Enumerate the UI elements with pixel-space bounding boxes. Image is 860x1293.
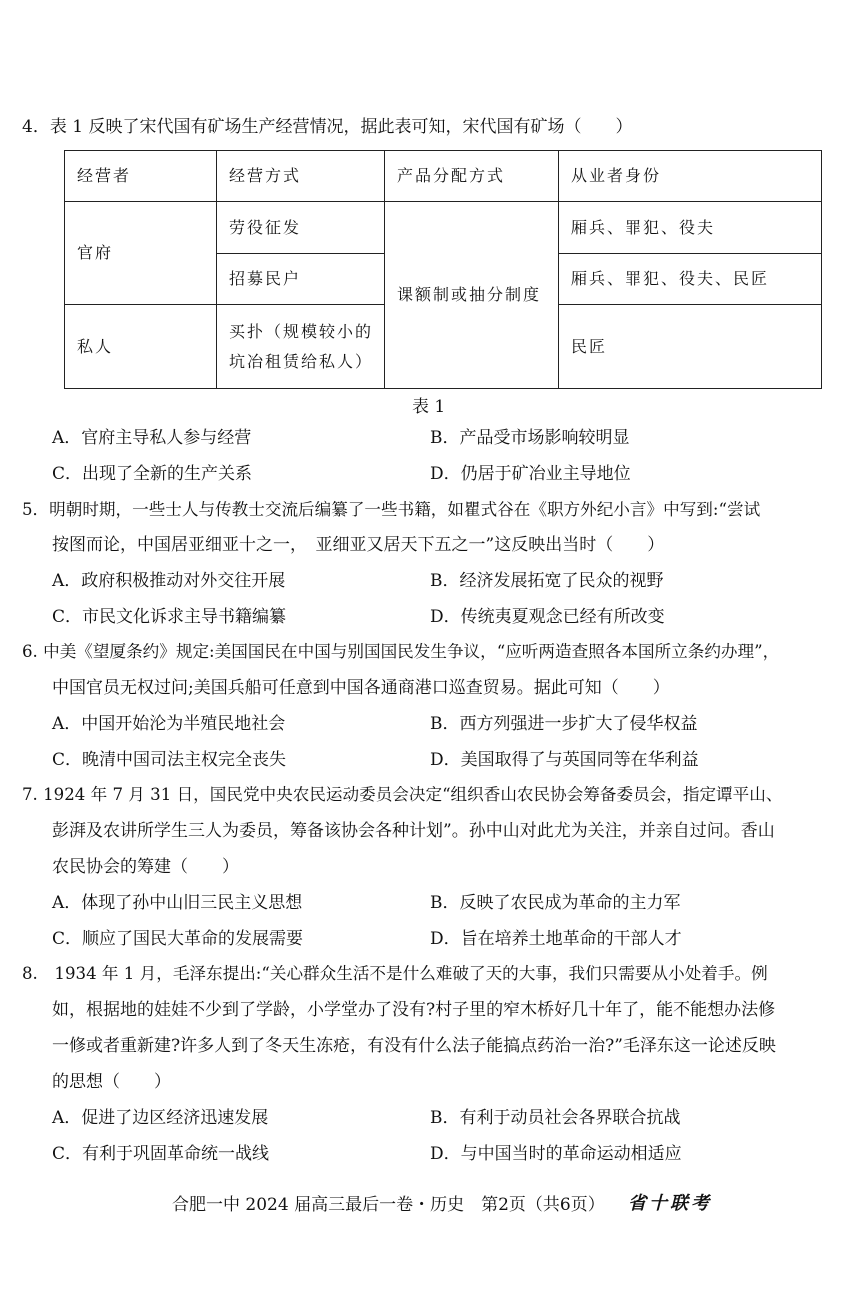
cell-gov-workers-2: 厢兵、罪犯、役夫、民匠: [559, 254, 822, 305]
q5-line1: 5．明朝时期，一些士人与传教士交流后编纂了一些书籍，如瞿式谷在《职方外纪小言》中写到:“尝试: [22, 500, 761, 519]
q7-line2: 彭湃及农讲所学生三人为委员，筹备该协会各种计划”。孙中山对此尤为关注，并亲自过问。香山: [52, 821, 775, 841]
cell-gov-workers-1: 厢兵、罪犯、役夫: [559, 202, 822, 254]
q8-line4: 的思想（ ）: [52, 1072, 171, 1092]
q6-option-c: C．晚清中国司法主权完全丧失: [52, 750, 287, 770]
table-caption: 表 1: [412, 397, 446, 417]
header-operator: 经营者: [65, 151, 217, 202]
q6-line2: 中国官员无权过问;美国兵船可任意到中国各通商港口巡查贸易。据此可知（ ）: [52, 678, 670, 698]
q8-option-a: A．促进了边区经济迅速发展: [52, 1108, 269, 1128]
table-row: [65, 202, 822, 254]
q8-line3: 一修或者重新建?许多人到了冬天生冻疮，有没有什么法子能搞点药治一治?”毛泽东这一论述反映: [52, 1036, 776, 1056]
cell-private-method: [217, 305, 385, 389]
q4-option-d: D．仍居于矿冶业主导地位: [430, 464, 631, 484]
cell-private-method-line1: 买扑（规模较小的: [229, 321, 374, 341]
cell-gov: 官府: [65, 202, 217, 305]
q5-option-b: B．经济发展拓宽了民众的视野: [430, 571, 664, 591]
cell-gov-method-2: 招募民户: [217, 254, 385, 305]
q4-stem: 4．表 1 反映了宋代国有矿场生产经营情况，据此表可知，宋代国有矿场（ ）: [22, 117, 633, 137]
q5-option-a: A．政府积极推动对外交往开展: [52, 571, 286, 591]
q8-line2: 如，根据地的娃娃不少到了学龄，小学堂办了没有?村子里的窄木桥好几十年了，能不能想办法修: [52, 1000, 776, 1020]
q5-option-d: D．传统夷夏观念已经有所改变: [430, 607, 665, 627]
q7-line3: 农民协会的筹建（ ）: [52, 857, 239, 877]
q8-option-b: B．有利于动员社会各界联合抗战: [430, 1108, 681, 1128]
q8-option-d: D．与中国当时的革命运动相适应: [430, 1144, 682, 1164]
cell-gov-method-1: 劳役征发: [217, 202, 385, 254]
header-method: 经营方式: [217, 151, 385, 202]
cell-distribution: 课额制或抽分制度: [385, 202, 559, 389]
header-distribution: 产品分配方式: [385, 151, 559, 202]
q7-line1: 7. 1924 年 7 月 31 日，国民党中央农民运动委员会决定“组织香山农民协会筹备委员会，指定谭平山、: [22, 785, 783, 804]
brand-mark: 省十联考: [628, 1193, 712, 1214]
ore-table: [64, 150, 822, 389]
q7-option-b: B．反映了农民成为革命的主力军: [430, 893, 681, 913]
cell-private: 私人: [65, 305, 217, 389]
q7-option-d: D．旨在培养土地革命的干部人才: [430, 929, 682, 949]
q4-option-a: A．官府主导私人参与经营: [52, 428, 252, 448]
q5-option-c: C．市民文化诉求主导书籍编纂: [52, 607, 287, 627]
q4-option-b: B．产品受市场影响较明显: [430, 428, 630, 448]
cell-private-method-line2: 坑冶租赁给私人）: [229, 351, 374, 371]
q8-option-c: C．有利于巩固革命统一战线: [52, 1144, 270, 1164]
q7-option-a: A．体现了孙中山旧三民主义思想: [52, 893, 303, 913]
q6-option-b: B．西方列强进一步扩大了侵华权益: [430, 714, 698, 734]
q6-option-a: A．中国开始沦为半殖民地社会: [52, 714, 286, 734]
q4-option-c: C．出现了全新的生产关系: [52, 464, 253, 484]
cell-private-workers: 民匠: [559, 305, 822, 389]
q5-line2: 按图而论，中国居亚细亚十之一， 亚细亚又居天下五之一”这反映出当时（ ）: [52, 535, 665, 555]
header-workers: 从业者身份: [559, 151, 822, 202]
q7-option-c: C．顺应了国民大革命的发展需要: [52, 929, 304, 949]
q6-option-d: D．美国取得了与英国同等在华利益: [430, 750, 699, 770]
table-header-row: [65, 151, 822, 202]
page-footer: 合肥一中 2024 届高三最后一卷・历史 第2页（共6页）: [172, 1195, 605, 1215]
q6-line1: 6. 中美《望厦条约》规定:美国国民在中国与别国国民发生争议，“应听两造查照各本国所立条约办理”，: [22, 642, 780, 661]
q8-line1: 8. 1934 年 1 月，毛泽东提出:“关心群众生活不是什么难破了天的大事，我们只需要从小处着手。例: [22, 964, 768, 983]
